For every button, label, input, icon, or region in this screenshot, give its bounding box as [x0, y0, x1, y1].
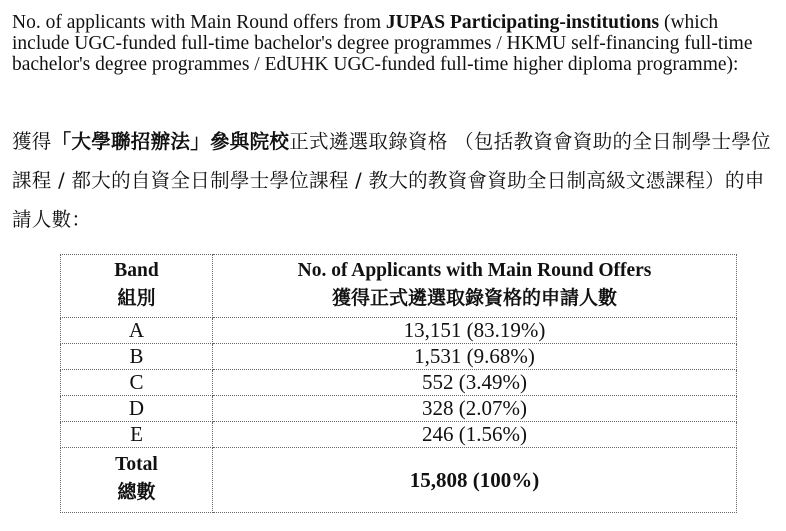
- table-row: [61, 396, 737, 422]
- intro-english-lead: No. of applicants with Main Round offers from: [12, 12, 386, 33]
- intro-english-rest: (which include UGC-funded full-time bachelor's degree programmes / HKMU self-financing full-time bachelor's degree programmes / EdUHK UGC-funded full-time higher diploma programme):: [12, 12, 753, 75]
- intro-english-bold: JUPAS Participating-institutions: [385, 12, 660, 33]
- count-header-zh: 獲得正式遴選取錄資格的申請人數: [331, 287, 617, 309]
- count-header: [213, 255, 737, 318]
- intro-chinese-rest: 正式遴選取錄資格 （包括教資會資助的全日制學士學位課程 / 都大的自資全日制學士學位課程 / 教大的教資會資助全日制高級文憑課程）的申請人數：: [12, 130, 771, 231]
- total-value: 15,808 (100%): [409, 467, 540, 492]
- band-header: [61, 255, 213, 318]
- band-cell: B: [61, 344, 213, 370]
- band-cell: E: [61, 422, 213, 448]
- band-cell: A: [61, 318, 213, 344]
- band-header-en: Band: [114, 260, 159, 281]
- band-cell: D: [61, 396, 213, 422]
- intro-chinese-bold: 「大學聯招辦法」參與院校: [51, 130, 290, 153]
- intro-english: [12, 12, 778, 75]
- total-row: [61, 448, 737, 513]
- count-header-en: No. of Applicants with Main Round Offers: [297, 260, 652, 281]
- count-cell: 552 (3.49%): [213, 370, 737, 396]
- intro-chinese-lead: 獲得: [12, 130, 52, 153]
- band-header-zh: 組別: [117, 287, 156, 309]
- table-row: [61, 422, 737, 448]
- total-label-cell: [61, 448, 213, 513]
- count-cell: 1,531 (9.68%): [213, 344, 737, 370]
- table-row: [61, 370, 737, 396]
- band-table: [60, 254, 737, 513]
- total-label-en: Total: [115, 454, 158, 475]
- band-cell: C: [61, 370, 213, 396]
- table-row: [61, 344, 737, 370]
- intro-chinese: [12, 122, 782, 239]
- table-row: [61, 318, 737, 344]
- total-value-cell: [213, 448, 737, 513]
- count-cell: 328 (2.07%): [213, 396, 737, 422]
- count-cell: 246 (1.56%): [213, 422, 737, 448]
- total-label-zh: 總數: [117, 481, 156, 503]
- table-header-row: [61, 255, 737, 318]
- count-cell: 13,151 (83.19%): [213, 318, 737, 344]
